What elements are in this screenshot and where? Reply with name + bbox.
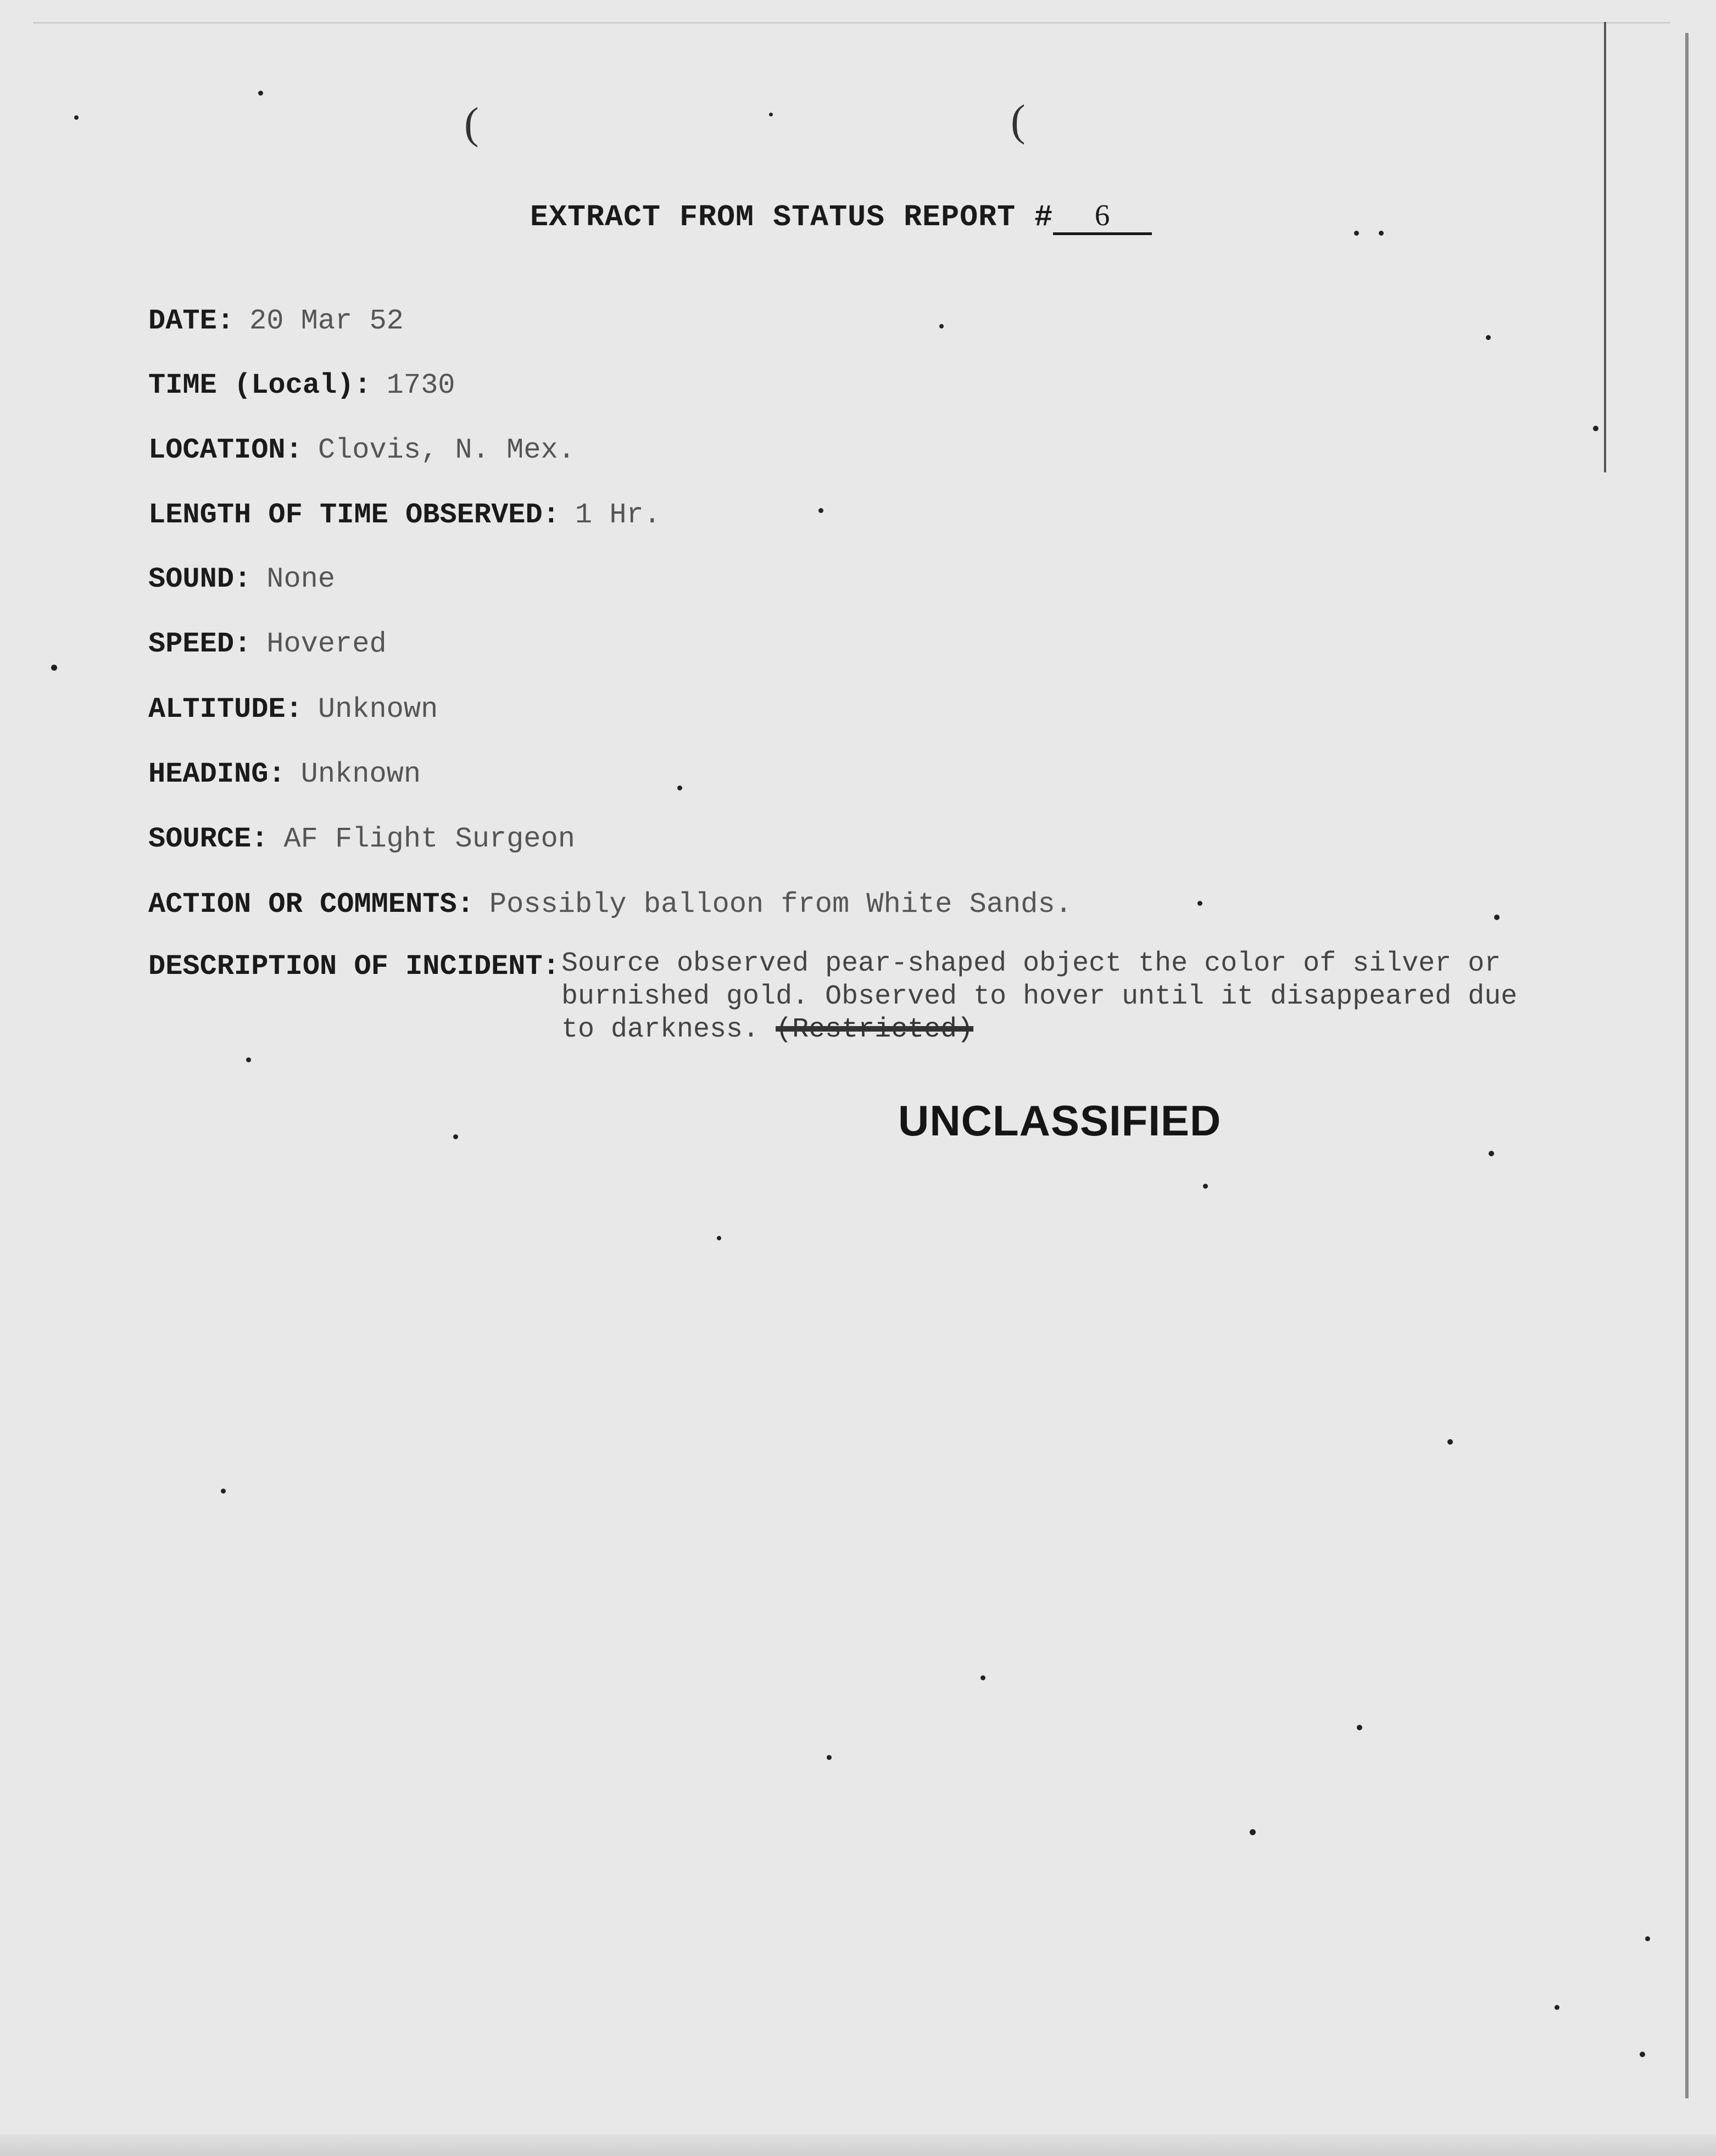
field-value: AF Flight Surgeon — [283, 823, 575, 855]
field-value: 1 Hr. — [575, 499, 661, 531]
field-value: None — [266, 563, 336, 595]
report-number: 6 — [1053, 198, 1152, 235]
punch-hole-mark-right: ( — [1011, 97, 1026, 145]
field-length-of-time — [148, 499, 661, 531]
field-value: Unknown — [317, 693, 438, 726]
binding-edge-line — [1604, 22, 1606, 472]
scan-speck — [818, 508, 823, 513]
field-value: 1730 — [386, 369, 455, 402]
scan-speck — [453, 1134, 458, 1139]
scan-speck — [677, 785, 682, 790]
field-label: LENGTH OF TIME OBSERVED: — [148, 499, 560, 531]
field-label: SOUND: — [148, 563, 252, 595]
field-time — [148, 369, 455, 402]
scan-speck — [980, 1675, 985, 1680]
scan-speck — [1354, 231, 1359, 236]
scan-speck — [717, 1236, 721, 1240]
report-title — [530, 198, 1152, 235]
scan-speck — [769, 113, 773, 116]
scan-speck — [1640, 2052, 1645, 2057]
scan-speck — [1197, 901, 1202, 906]
struck-classification: (Restricted) — [776, 1014, 974, 1045]
scan-speck — [1250, 1829, 1256, 1835]
field-label: ACTION OR COMMENTS: — [148, 888, 474, 921]
field-value: 20 Mar 52 — [249, 305, 404, 337]
field-source — [148, 823, 575, 855]
scan-speck — [1593, 426, 1598, 431]
description-label: DESCRIPTION OF INCIDENT: — [148, 950, 560, 983]
field-label: TIME (Local): — [148, 369, 371, 402]
field-label: ALTITUDE: — [148, 693, 303, 726]
field-value: Possibly balloon from White Sands. — [489, 888, 1072, 921]
scan-speck — [1379, 231, 1384, 236]
scan-speck — [1489, 1151, 1494, 1156]
scan-speck — [74, 115, 79, 120]
field-label: SPEED: — [148, 628, 252, 660]
scan-speck — [258, 91, 263, 96]
scan-speck — [827, 1755, 832, 1760]
scan-speck — [51, 665, 57, 671]
scan-speck — [1447, 1439, 1453, 1445]
classification-stamp: UNCLASSIFIED — [898, 1096, 1222, 1145]
description-body: Source observed pear-shaped object the color of silver or burnished gold. Observed to hover until it disappeared due to darkness. — [561, 948, 1518, 1045]
page-right-edge — [1685, 33, 1689, 2098]
description-text — [561, 948, 1523, 1046]
page-bottom-edge — [0, 2134, 1716, 2156]
field-label: HEADING: — [148, 758, 286, 790]
scan-speck — [1555, 2005, 1559, 2010]
report-title-text: EXTRACT FROM STATUS REPORT # — [530, 200, 1054, 235]
field-action-or-comments — [148, 888, 1072, 921]
field-altitude — [148, 693, 438, 726]
scan-speck — [221, 1489, 226, 1494]
punch-hole-mark-left: ( — [464, 99, 479, 148]
field-value: Unknown — [300, 758, 421, 790]
scan-speck — [1486, 335, 1491, 340]
scan-speck — [1357, 1725, 1362, 1730]
field-heading — [148, 758, 421, 790]
scan-speck — [246, 1057, 251, 1062]
field-label: LOCATION: — [148, 434, 303, 466]
field-label: SOURCE: — [148, 823, 269, 855]
scan-speck — [939, 324, 944, 328]
field-location — [148, 434, 575, 466]
field-value: Clovis, N. Mex. — [317, 434, 575, 466]
page-top-edge — [33, 22, 1670, 24]
scan-speck — [1203, 1184, 1208, 1189]
field-label: DATE: — [148, 305, 235, 337]
field-date — [148, 305, 404, 337]
field-speed — [148, 628, 387, 660]
field-value: Hovered — [266, 628, 387, 660]
scan-speck — [1494, 915, 1500, 920]
field-sound — [148, 563, 335, 595]
scan-speck — [1645, 1936, 1650, 1941]
